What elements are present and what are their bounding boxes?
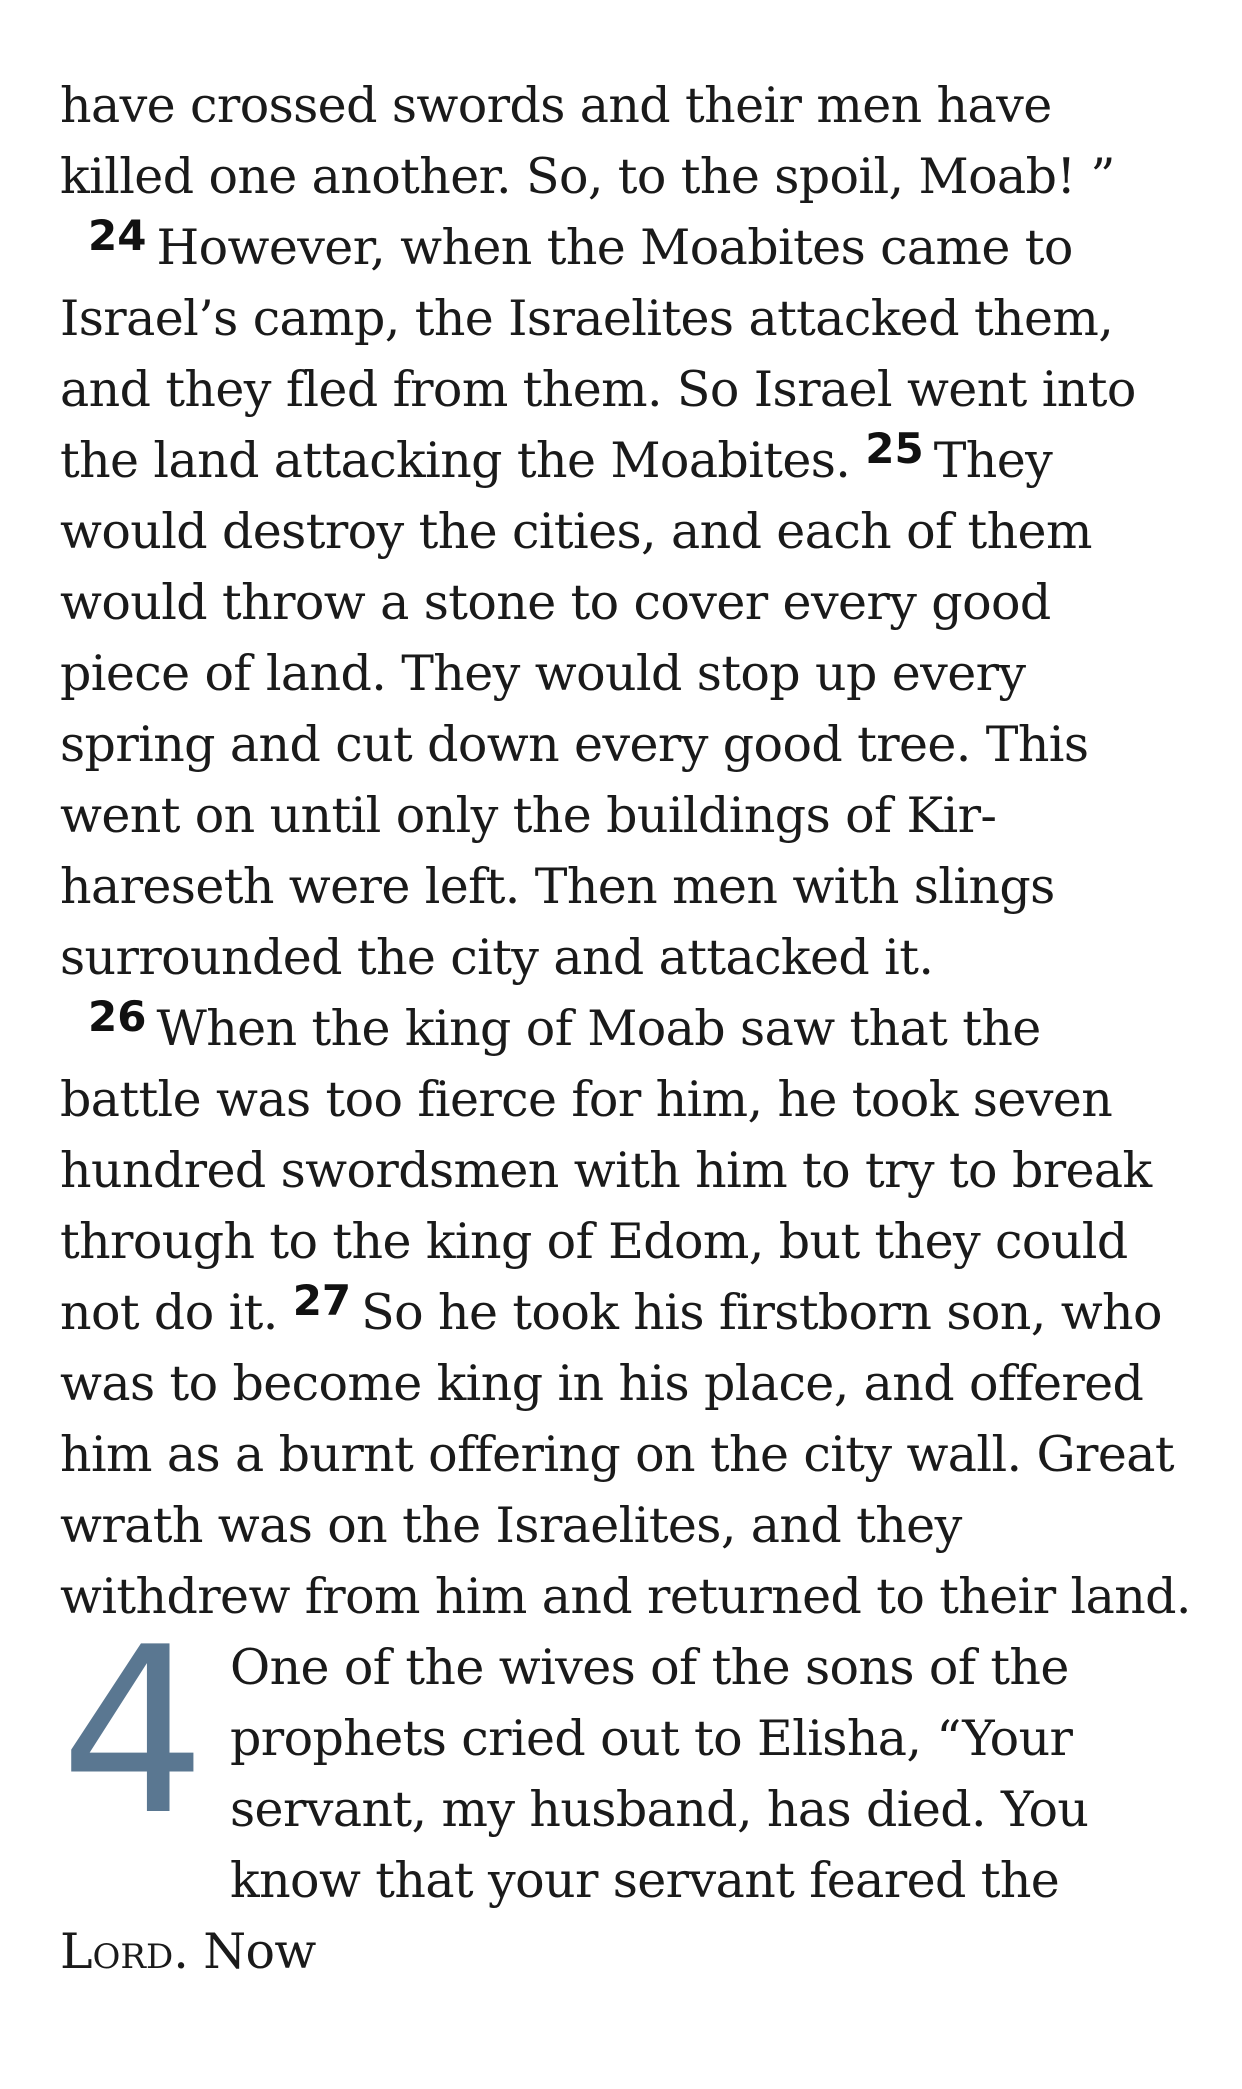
paragraph-verse-24 [60, 212, 1194, 993]
verse-text-26: When the king of Moab saw that the battle was too fierce for him, he took seven hundred swordsmen with him to try to break through to the king of Edom, but they could not do it. [60, 1000, 1152, 1341]
reading-page [60, 70, 1194, 1987]
verse-text-25: They would destroy the cities, and each of them would throw a stone to cover every good piece of land. They would stop up every spring and cut down every good tree. This went on until only the buildings of Kir-hareseth were left. Then men with slings surrounded the city and attacked it. [60, 432, 1092, 986]
verse-number-24[interactable]: 24 [88, 211, 147, 260]
verse-number-25[interactable]: 25 [865, 424, 924, 473]
verse-text: have crossed swords and their men have killed one another. So, to the spoil, Moab! ” [60, 77, 1115, 205]
paragraph-verse-26 [60, 993, 1194, 1632]
paragraph-continuation [60, 70, 1194, 212]
divine-name: Lord [60, 1923, 174, 1980]
verse-text-4-1: One of the wives of the sons of the prophets cried out to Elisha, “Your servant, my husband, has died. You know that your servant feared the [230, 1639, 1089, 1909]
verse-text-4-1-end: . Now [173, 1923, 316, 1980]
chapter-number-4: 4 [60, 1599, 206, 1866]
verse-text-24: However, when the Moabites came to Israel’s camp, the Israelites attacked them, and they fled from them. So Israel went into the land attacking the Moabites. [60, 219, 1136, 489]
paragraph-chapter-4 [60, 1599, 1194, 1987]
verse-number-27[interactable]: 27 [292, 1276, 352, 1325]
verse-text-27: So he took his firstborn son, who was to become king in his place, and offered him as a burnt offering on the city wall. Great wrath was on the Israelites, and they withdrew from him and returned to their land. [60, 1284, 1191, 1625]
verse-number-26[interactable]: 26 [88, 992, 147, 1041]
